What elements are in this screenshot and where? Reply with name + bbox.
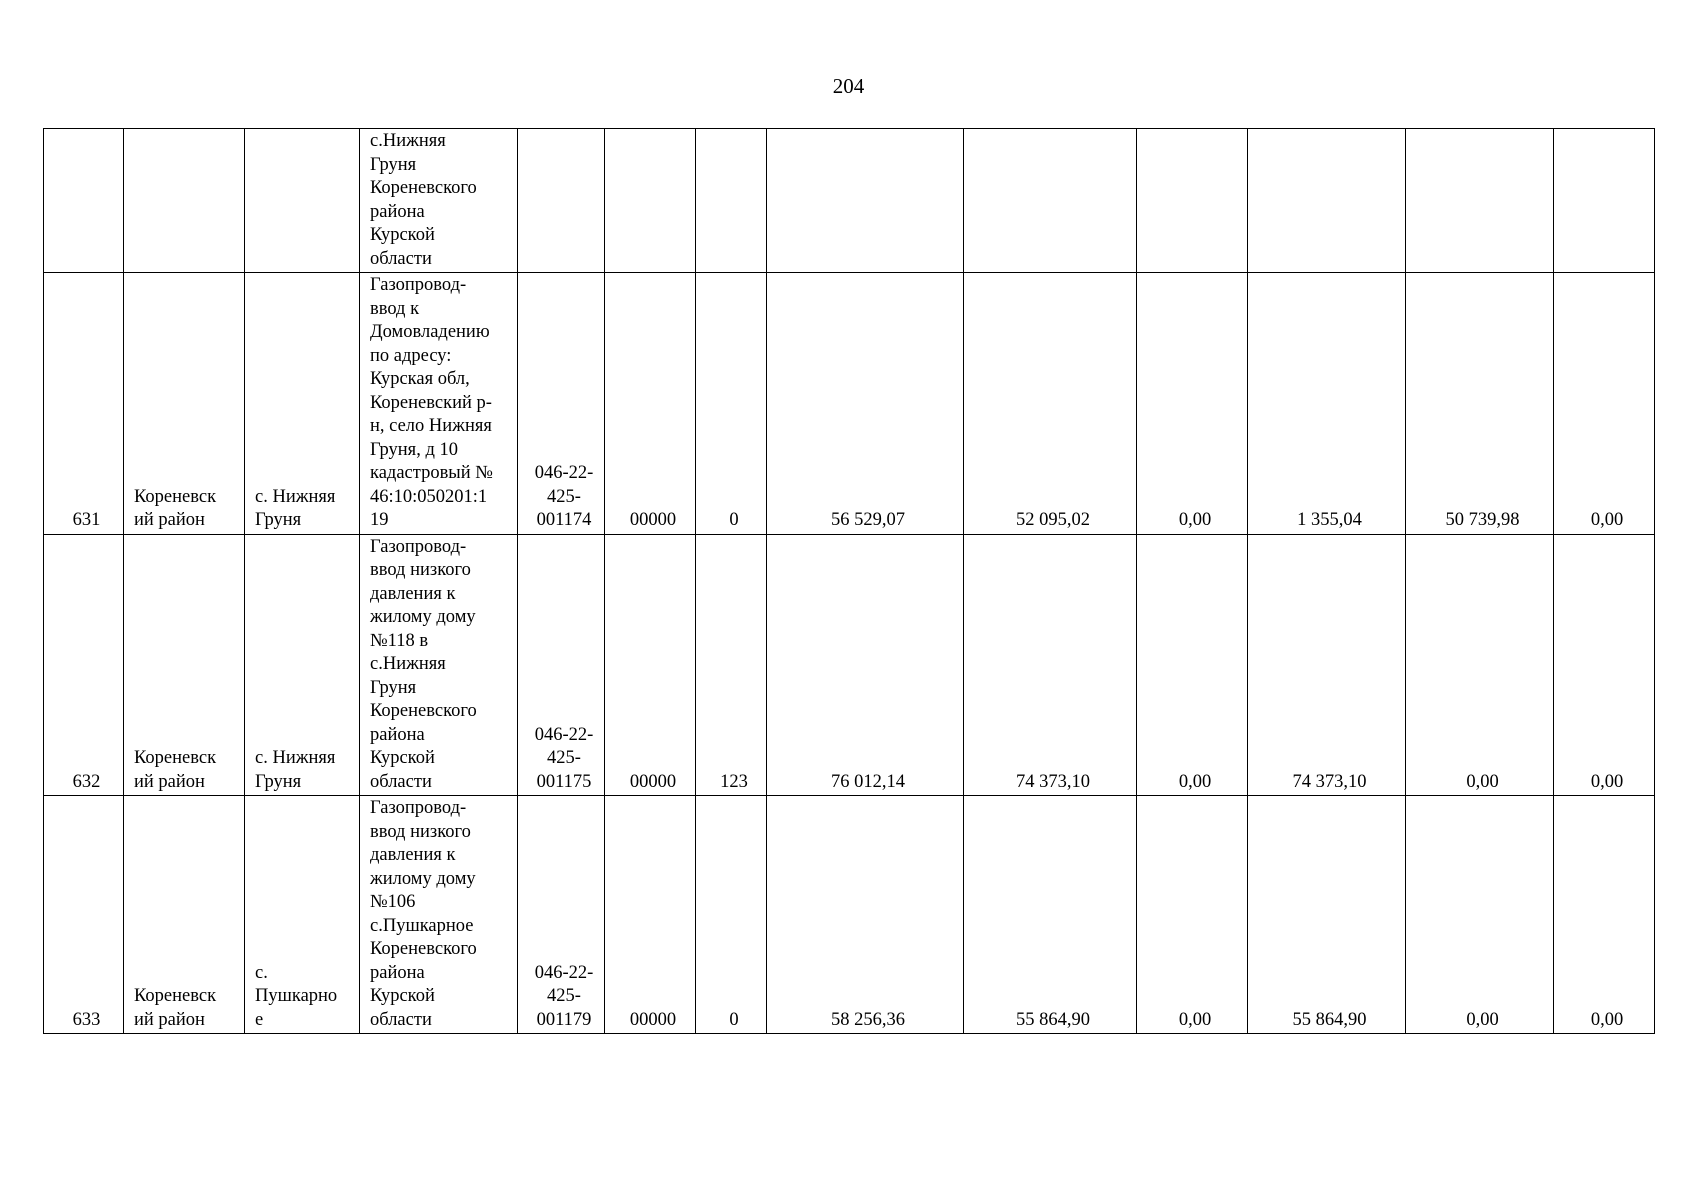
value-cell: 0,00 [1554, 534, 1655, 796]
district-cell: Кореневск ий район [124, 796, 245, 1034]
locality-cell: с. Пушкарно е [245, 796, 360, 1034]
value-cell: 76 012,14 [767, 534, 964, 796]
table-row [44, 796, 1655, 1034]
description-cell: Газопровод- ввод к Домовладению по адресу: Курская обл, Кореневский р- н, село Нижняя Груня, д 10 кадастровый № 46:10:050201:1 19 [360, 273, 518, 535]
table-row [44, 129, 1655, 273]
district-cell: Кореневск ий район [124, 534, 245, 796]
row-number-cell: 633 [44, 796, 124, 1034]
locality-cell: с. Нижняя Груня [245, 273, 360, 535]
value-cell [767, 129, 964, 273]
code-cell: 00000 [605, 273, 696, 535]
code-cell: 00000 [605, 534, 696, 796]
code-cell: 00000 [605, 796, 696, 1034]
inventory-code-cell [518, 129, 605, 273]
quantity-cell: 123 [696, 534, 767, 796]
value-cell [964, 129, 1137, 273]
value-cell: 0,00 [1137, 273, 1248, 535]
locality-cell: с. Нижняя Груня [245, 534, 360, 796]
value-cell: 0,00 [1137, 534, 1248, 796]
quantity-cell: 0 [696, 796, 767, 1034]
value-cell: 1 355,04 [1248, 273, 1406, 535]
description-cell: Газопровод- ввод низкого давления к жилому дому №118 в с.Нижняя Груня Кореневского района Курской области [360, 534, 518, 796]
quantity-cell [696, 129, 767, 273]
value-cell [1137, 129, 1248, 273]
inventory-code-cell: 046-22- 425- 001175 [518, 534, 605, 796]
value-cell: 74 373,10 [1248, 534, 1406, 796]
page-number: 204 [832, 74, 865, 98]
code-cell [605, 129, 696, 273]
value-cell: 52 095,02 [964, 273, 1137, 535]
value-cell: 0,00 [1406, 534, 1554, 796]
value-cell: 0,00 [1554, 796, 1655, 1034]
row-number-cell: 631 [44, 273, 124, 535]
value-cell: 0,00 [1137, 796, 1248, 1034]
quantity-cell: 0 [696, 273, 767, 535]
description-cell: с.Нижняя Груня Кореневского района Курской области [360, 129, 518, 273]
row-number-cell [44, 129, 124, 273]
value-cell: 0,00 [1406, 796, 1554, 1034]
description-cell: Газопровод- ввод низкого давления к жилому дому №106 с.Пушкарное Кореневского района Курской области [360, 796, 518, 1034]
value-cell: 56 529,07 [767, 273, 964, 535]
table-row [44, 534, 1655, 796]
inventory-code-cell: 046-22- 425- 001179 [518, 796, 605, 1034]
value-cell: 58 256,36 [767, 796, 964, 1034]
inventory-code-cell: 046-22- 425- 001174 [518, 273, 605, 535]
value-cell: 55 864,90 [964, 796, 1137, 1034]
value-cell: 74 373,10 [964, 534, 1137, 796]
value-cell [1248, 129, 1406, 273]
asset-registry-table [43, 128, 1655, 1034]
value-cell: 55 864,90 [1248, 796, 1406, 1034]
value-cell: 50 739,98 [1406, 273, 1554, 535]
district-cell [124, 129, 245, 273]
row-number-cell: 632 [44, 534, 124, 796]
district-cell: Кореневск ий район [124, 273, 245, 535]
locality-cell [245, 129, 360, 273]
value-cell: 0,00 [1554, 273, 1655, 535]
value-cell [1406, 129, 1554, 273]
value-cell [1554, 129, 1655, 273]
table-row [44, 273, 1655, 535]
